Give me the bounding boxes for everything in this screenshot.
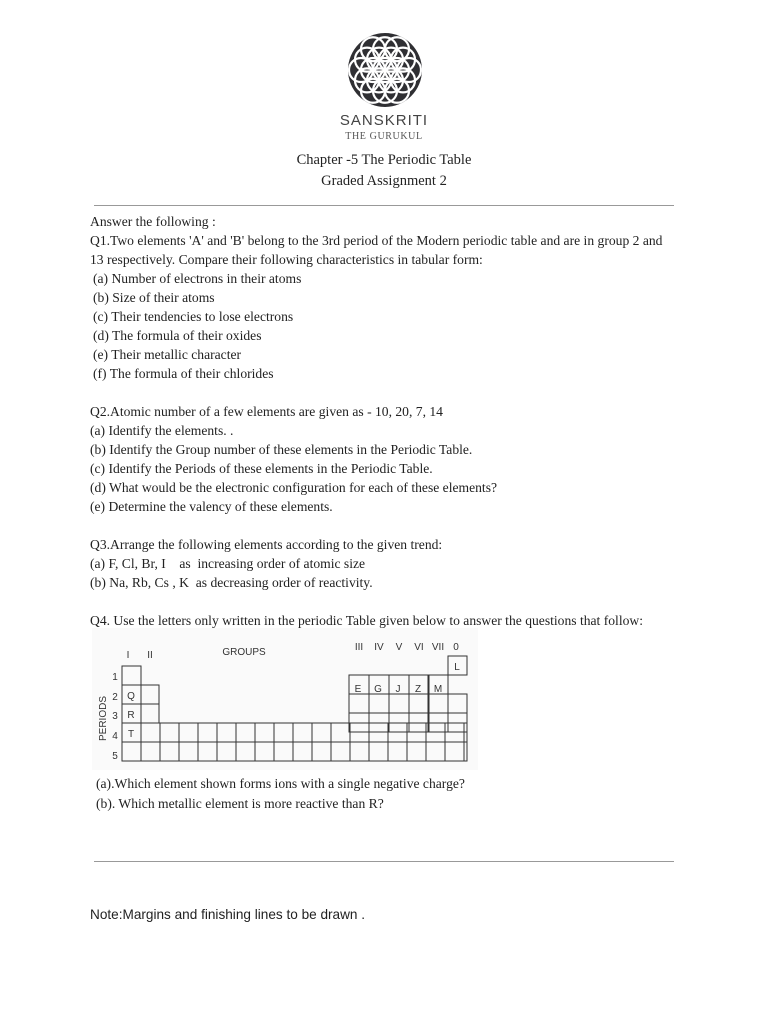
- period-number-5: 5: [112, 751, 118, 762]
- q3-text: Q3.Arrange the following elements according to the given trend:: [90, 537, 443, 552]
- note-text: Note:Margins and finishing lines to be drawn .: [90, 907, 366, 922]
- group-label-0: 0: [453, 642, 459, 653]
- q3-item: (b) Na, Rb, Cs , K as decreasing order of reactivity.: [90, 575, 373, 590]
- q1-item: (d) The formula of their oxides: [93, 328, 262, 343]
- header-divider: [94, 205, 674, 206]
- period-number-1: 1: [112, 672, 118, 683]
- element-t: T: [127, 729, 135, 740]
- period-number-4: 4: [112, 731, 118, 742]
- chapter-title: Chapter -5 The Periodic Table: [296, 152, 472, 168]
- period-number-2: 2: [112, 692, 118, 703]
- period-number-3: 3: [112, 711, 118, 722]
- questions: [90, 212, 680, 630]
- element-e: E: [354, 684, 362, 695]
- group-label-5: V: [395, 642, 403, 653]
- q2-text: Q2.Atomic number of a few elements are given as - 10, 20, 7, 14: [90, 404, 443, 419]
- element-q: Q: [127, 691, 135, 702]
- q4-subquestions: [96, 774, 465, 814]
- element-m: M: [433, 684, 443, 695]
- q1-item: (b) Size of their atoms: [93, 290, 215, 305]
- brand-name: SANSKRITI: [339, 112, 429, 129]
- group-label-2: II: [147, 650, 153, 661]
- element-r: R: [127, 710, 135, 721]
- q4-item: (b). Which metallic element is more reactive than R?: [96, 796, 384, 811]
- q1-item: (a) Number of electrons in their atoms: [93, 271, 302, 286]
- q2-item: (c) Identify the Periods of these elements in the Periodic Table.: [90, 461, 433, 476]
- groups-label: GROUPS: [222, 647, 266, 658]
- group-label-6: VI: [414, 642, 424, 653]
- q1-text-line1: Q1.Two elements 'A' and 'B' belong to the 3rd period of the Modern periodic table and are in group 2 and: [90, 233, 663, 248]
- periodic-table-figure: [92, 628, 478, 770]
- q2-item: (e) Determine the valency of these elements.: [90, 499, 333, 514]
- school-logo: [345, 30, 425, 110]
- assignment-title: Graded Assignment 2: [321, 173, 447, 189]
- group-label-1: I: [126, 650, 130, 661]
- q2-item: (b) Identify the Group number of these elements in the Periodic Table.: [90, 442, 473, 457]
- group-label-7: VII: [431, 642, 445, 653]
- element-z: Z: [414, 684, 422, 695]
- periods-label: PERIODS: [98, 695, 109, 741]
- q1-item: (c) Their tendencies to lose electrons: [93, 309, 294, 324]
- q2-item: (a) Identify the elements. .: [90, 423, 234, 438]
- q2-item: (d) What would be the electronic configuration for each of these elements?: [90, 480, 498, 495]
- group-label-3: III: [354, 642, 364, 653]
- element-j: J: [395, 684, 401, 695]
- element-g: G: [374, 684, 382, 695]
- q4-text: Q4. Use the letters only written in the periodic Table given below to answer the questions that follow:: [90, 613, 643, 628]
- q1-text-line2: 13 respectively. Compare their following characteristics in tabular form:: [90, 252, 483, 267]
- q3-item: (a) F, Cl, Br, I as increasing order of atomic size: [90, 556, 366, 571]
- intro-text: Answer the following :: [90, 214, 216, 229]
- q1-item: (f) The formula of their chlorides: [93, 366, 274, 381]
- element-l: L: [454, 662, 460, 673]
- brand-subtitle: THE GURUKUL: [345, 131, 423, 142]
- group-label-4: IV: [374, 642, 384, 653]
- q1-item: (e) Their metallic character: [93, 347, 242, 362]
- q4-item: (a).Which element shown forms ions with a single negative charge?: [96, 776, 465, 791]
- footer-divider: [94, 861, 674, 862]
